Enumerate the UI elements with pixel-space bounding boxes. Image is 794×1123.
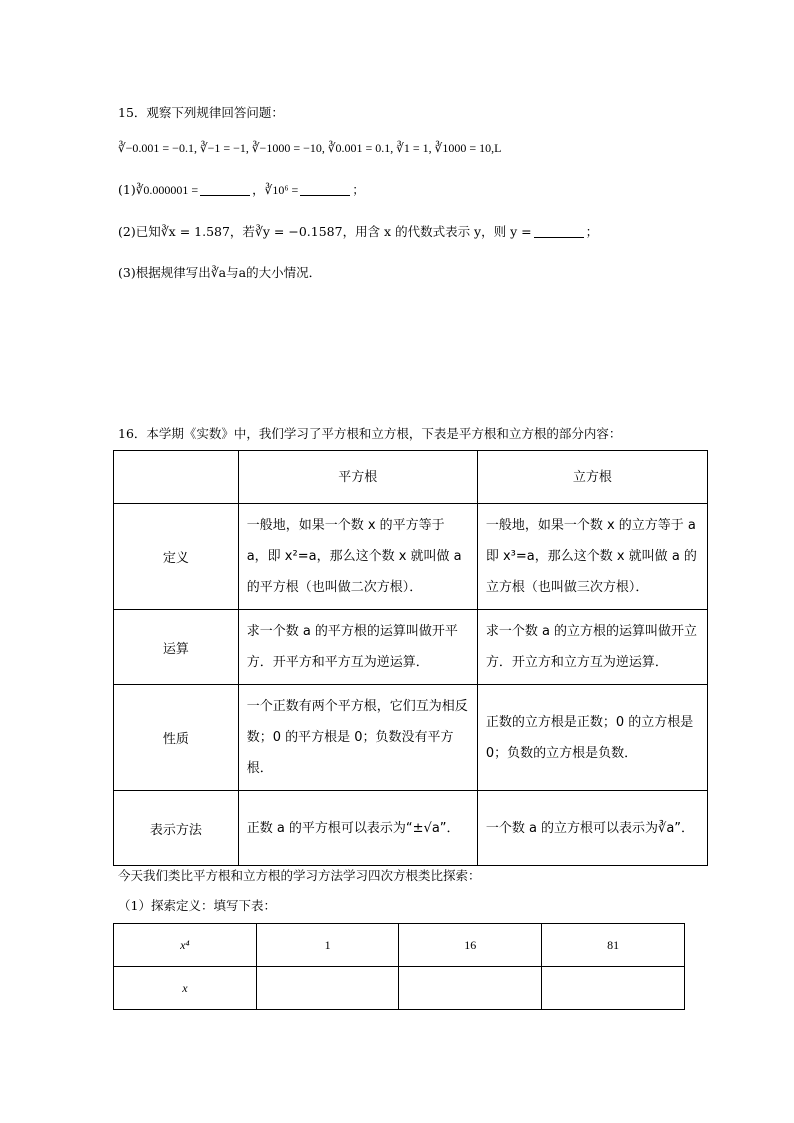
fourth-root-row-x: [114, 967, 685, 1010]
table-header-square: 平方根: [238, 451, 477, 504]
fourth-root-table: [113, 923, 685, 1010]
table-row-definition: [114, 504, 708, 610]
square-cell: 正数 a 的平方根可以表示为“±√a”．: [238, 791, 477, 866]
q15-part2: [118, 223, 598, 241]
row-label: 表示方法: [114, 791, 239, 866]
q15-part1: (1)∛0.000001 = ，∛10⁶ = ；: [118, 182, 365, 197]
cell-x4-label: x⁴: [114, 924, 257, 967]
q16-part1: （1）探索定义：填写下表：: [118, 898, 276, 913]
q15-pattern: ∛−0.001 = −0.1, ∛−1 = −1, ∛−1000 = −10, ∛0.001 = 0.1, ∛1 = 1, ∛1000 = 10,L: [118, 141, 502, 155]
cell-x-label: x: [114, 967, 257, 1010]
row-label: 运算: [114, 610, 239, 685]
table-header-row: [114, 451, 708, 504]
cube-cell: 一般地，如果一个数 x 的立方等于 a 即 x³=a，那么这个数 x 就叫做 a 的立方根（也叫做三次方根）．: [477, 504, 707, 610]
root-comparison-table: [113, 450, 708, 866]
cell-x-answer[interactable]: [542, 967, 685, 1010]
cell-x4-value: 1: [256, 924, 399, 967]
q15-part1-prefix: (1): [118, 182, 136, 197]
cell-x-answer[interactable]: [256, 967, 399, 1010]
q15-part1-mid: ，: [252, 182, 265, 197]
cell-x4-value: 16: [399, 924, 542, 967]
q15-blank-3[interactable]: [534, 225, 584, 238]
q15-part1-suffix: ；: [352, 182, 365, 197]
table-header-cube: 立方根: [477, 451, 707, 504]
table-header-empty: [114, 451, 239, 504]
q15-part1-a: 0.000001: [143, 183, 189, 197]
q15-part2-text: (2)已知∛x = 1.587，若∛y = −0.1587，用含 x 的代数式表示 y，则 y =: [118, 224, 532, 239]
q15-part3: (3)根据规律写出∛a与a的大小情况．: [118, 265, 322, 280]
q15-blank-1[interactable]: [200, 183, 250, 196]
q15-part2-suffix: ；: [585, 224, 599, 239]
q15-blank-2[interactable]: [300, 183, 350, 196]
table-row-property: [114, 685, 708, 791]
cell-x4-value: 81: [542, 924, 685, 967]
table-row-operation: [114, 610, 708, 685]
q15-part1-b: 10⁶: [272, 183, 289, 197]
cube-cell: 一个数 a 的立方根可以表示为∛a”．: [477, 791, 707, 866]
fourth-root-row-x4: [114, 924, 685, 967]
cube-cell: 正数的立方根是正数；0 的立方根是 0；负数的立方根是负数．: [477, 685, 707, 791]
table-row-notation: [114, 791, 708, 866]
square-cell: 求一个数 a 的平方根的运算叫做开平方．开平方和平方互为逆运算．: [238, 610, 477, 685]
q16-title: 16．本学期《实数》中，我们学习了平方根和立方根，下表是平方根和立方根的部分内容：: [118, 426, 622, 441]
row-label: 性质: [114, 685, 239, 791]
row-label: 定义: [114, 504, 239, 610]
square-cell: 一般地，如果一个数 x 的平方等于 a，即 x²=a，那么这个数 x 就叫做 a 的平方根（也叫做二次方根）．: [238, 504, 477, 610]
q16-intro: 今天我们类比平方根和立方根的学习方法学习四次方根类比探索：: [118, 868, 481, 883]
cell-x-answer[interactable]: [399, 967, 542, 1010]
q15-title: 15．观察下列规律回答问题：: [118, 105, 284, 120]
cube-cell: 求一个数 a 的立方根的运算叫做开立方．开立方和立方互为逆运算．: [477, 610, 707, 685]
square-cell: 一个正数有两个平方根，它们互为相反数；0 的平方根是 0；负数没有平方根．: [238, 685, 477, 791]
